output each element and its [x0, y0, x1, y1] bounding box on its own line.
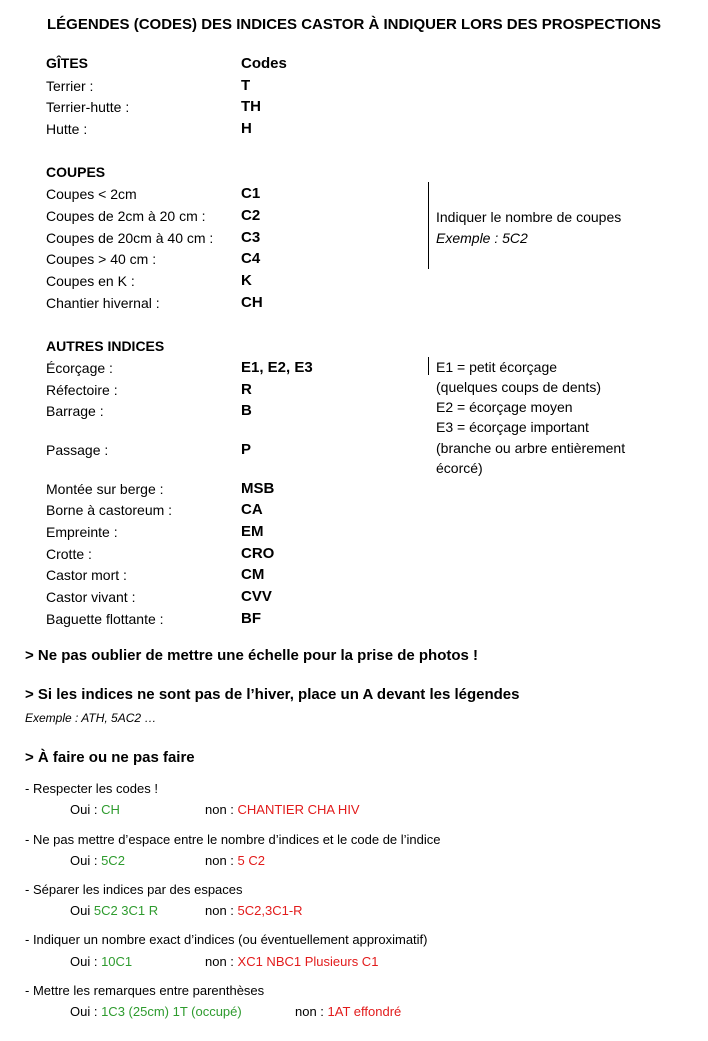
rule-yes: Oui : 10C1 [70, 954, 133, 969]
row-code: CM [241, 566, 265, 583]
row-code: CRO [241, 545, 275, 562]
rule-text: - Séparer les indices par des espaces [25, 882, 243, 897]
ecorcage-note: E2 = écorçage moyen [436, 399, 573, 415]
row-code: BF [241, 610, 261, 627]
rule-yes: Oui : 5C2 [70, 853, 125, 868]
section-heading-gites: GÎTES [46, 55, 89, 71]
row-label: Hutte : [46, 121, 88, 137]
rule-yes: Oui 5C2 3C1 R [70, 903, 159, 918]
row-label: Montée sur berge : [46, 481, 164, 497]
rule-text: - Respecter les codes ! [25, 781, 158, 796]
rule-no: non : XC1 NBC1 Plusieurs C1 [205, 954, 379, 969]
row-code: E1, E2, E3 [241, 359, 313, 376]
row-label: Borne à castoreum : [46, 502, 173, 518]
coupes-note: Indiquer le nombre de coupes [436, 209, 622, 225]
row-label: Passage : [46, 442, 109, 458]
rule-text: - Indiquer un nombre exact d’indices (ou éventuellement approximatif) [25, 932, 428, 947]
row-label: Coupes > 40 cm : [46, 251, 157, 267]
section-heading-coupes: COUPES [46, 164, 106, 180]
note-divider [428, 357, 429, 375]
row-code: CA [241, 501, 263, 518]
row-code: TH [241, 98, 261, 115]
row-label: Coupes en K : [46, 273, 135, 289]
row-code: MSB [241, 480, 275, 497]
row-label: Terrier-hutte : [46, 99, 130, 115]
rule-yes: Oui : CH [70, 802, 120, 817]
codes-column-heading: Codes [241, 55, 287, 72]
ecorcage-note: E3 = écorçage important [436, 419, 589, 435]
row-code: R [241, 381, 252, 398]
dos-heading: > À faire ou ne pas faire [25, 749, 195, 766]
rule-no: non : CHANTIER CHA HIV [205, 802, 360, 817]
row-label: Baguette flottante : [46, 611, 164, 627]
row-label: Chantier hivernal : [46, 295, 160, 311]
note-divider [428, 182, 429, 269]
coupes-note-example: Exemple : 5C2 [436, 230, 528, 246]
rule-text: - Mettre les remarques entre parenthèses [25, 983, 265, 998]
row-label: Barrage : [46, 403, 104, 419]
row-label: Castor vivant : [46, 589, 136, 605]
row-code: CH [241, 294, 263, 311]
row-code: CVV [241, 588, 272, 605]
section-heading-autres: AUTRES INDICES [46, 338, 165, 354]
row-code: B [241, 402, 252, 419]
ecorcage-note: (quelques coups de dents) [436, 379, 601, 395]
row-label: Écorçage : [46, 360, 113, 376]
row-label: Crotte : [46, 546, 92, 562]
ecorcage-note: E1 = petit écorçage [436, 359, 558, 375]
row-code: T [241, 77, 251, 94]
rule-no: non : 5C2,3C1-R [205, 903, 303, 918]
row-code: EM [241, 523, 264, 540]
row-code: C3 [241, 229, 261, 246]
row-label: Empreinte : [46, 524, 118, 540]
row-label: Réfectoire : [46, 382, 118, 398]
row-label: Coupes < 2cm [46, 186, 137, 202]
row-code: C4 [241, 250, 261, 267]
page-title: LÉGENDES (CODES) DES INDICES CASTOR À INDIQUER LORS DES PROSPECTIONS [47, 16, 661, 33]
row-label: Coupes de 20cm à 40 cm : [46, 230, 214, 246]
ecorcage-note: écorcé) [436, 460, 483, 476]
ecorcage-note: (branche ou arbre entièrement [436, 440, 626, 456]
row-label: Castor mort : [46, 567, 127, 583]
row-code: H [241, 120, 252, 137]
row-code: C2 [241, 207, 261, 224]
rule-no: non : 5 C2 [205, 853, 265, 868]
row-label: Coupes de 2cm à 20 cm : [46, 208, 206, 224]
row-code: C1 [241, 185, 261, 202]
row-code: K [241, 272, 252, 289]
rule-text: - Ne pas mettre d’espace entre le nombre d’indices et le code de l’indice [25, 832, 441, 847]
rule-no: non : 1AT effondré [295, 1004, 402, 1019]
reminder-winter: > Si les indices ne sont pas de l’hiver, place un A devant les légendes [25, 686, 520, 703]
rule-yes: Oui : 1C3 (25cm) 1T (occupé) [70, 1004, 242, 1019]
reminder-winter-example: Exemple : ATH, 5AC2 … [25, 711, 157, 725]
reminder-photo: > Ne pas oublier de mettre une échelle pour la prise de photos ! [25, 647, 479, 664]
row-label: Terrier : [46, 78, 94, 94]
row-code: P [241, 441, 252, 458]
